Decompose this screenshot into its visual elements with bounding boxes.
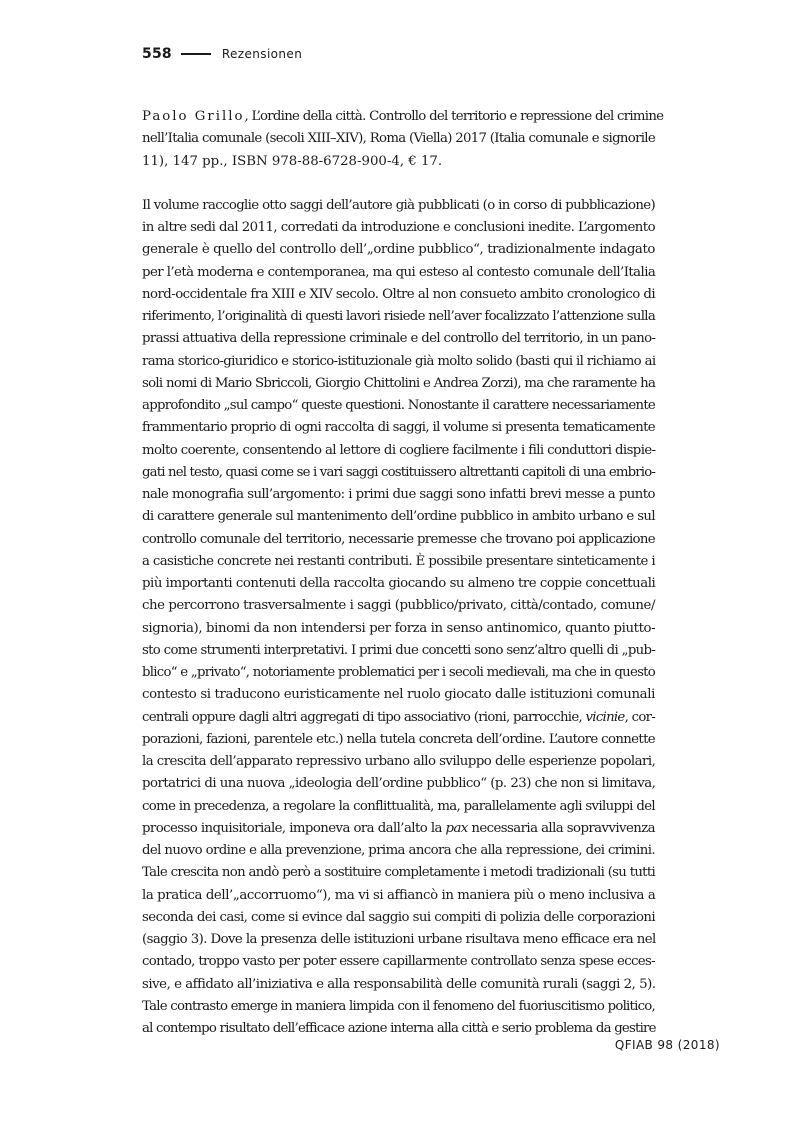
running-header xyxy=(142,44,302,64)
body-line: prassi attuativa della repressione criminale e del controllo del territorio, in un pano- xyxy=(142,331,656,347)
body-line: di carattere generale sul mantenimento dell’ordine pubblico in ambito urbano e sul xyxy=(142,509,655,525)
body-line: come in precedenza, a regolare la conflittualità, ma, parallelamente agli sviluppi del xyxy=(142,798,655,814)
body-line: generale è quello del controllo dell’„ordine pubblico“, tradizionalmente indagato xyxy=(142,242,655,258)
body-line: Tale crescita non andò però a sostituire completamente i metodi tradizionali (su tutti xyxy=(142,865,655,881)
page-number: 558 xyxy=(142,46,172,62)
body-line: processo inquisitoriale, imponeva ora dall’alto la pax necessaria alla sopravvivenza xyxy=(142,820,655,836)
body-line: portatrici di una nuova „ideologia dell’ordine pubblico“ (p. 23) che non si limitava, xyxy=(142,776,656,792)
body-line: soli nomi di Mario Sbriccoli, Giorgio Chittolini e Andrea Zorzi), ma che raramente ha xyxy=(142,375,656,391)
body-line: nale monografia sull’argomento: i primi due saggi sono infatti brevi messe a punto xyxy=(142,487,655,502)
body-line: Il volume raccoglie otto saggi dell’autore già pubblicati (o in corso di pubblicazione) xyxy=(142,197,655,213)
body-line: Tale contrasto emerge in maniera limpida con il fenomeno del fuoriuscitismo politico, xyxy=(142,998,655,1014)
body-line: la pratica dell’„accorruomo“), ma vi si affiancò in maniera più o meno inclusiva a xyxy=(142,887,656,903)
body-line: che percorrono trasversalmente i saggi (pubblico/privato, città/contado, comune/ xyxy=(142,598,655,614)
body-line: contesto si traducono euristicamente nel ruolo giocato dalle istituzioni comunali xyxy=(142,687,655,703)
body-line: rama storico-giuridico e storico-istituzionale già molto solido (basti qui il richiamo ai xyxy=(142,353,656,369)
body-line: signoria), binomi da non intendersi per forza in senso antinomico, quanto piutto- xyxy=(142,620,656,636)
body-line: (saggio 3). Dove la presenza delle istituzioni urbane risultava meno efficace era nel xyxy=(142,932,656,947)
citation-line: nell’Italia comunale (secoli XIII–XIV), Roma (Viella) 2017 (Italia comunale e signorile xyxy=(142,131,655,147)
body-line: controllo comunale del territorio, necessarie premesse che trovano poi applicazione xyxy=(142,531,655,547)
body-line: in altre sedi dal 2011, corredati da introduzione e conclusioni inedite. L’argomento xyxy=(142,220,656,235)
body-line: centrali oppure dagli altri aggregati di tipo associativo (rioni, parrocchie, vicinie, cor- xyxy=(142,709,655,725)
italic-term: vicinie xyxy=(585,709,625,725)
review-body xyxy=(142,195,655,1041)
body-line: approfondito „sul campo“ queste questioni. Nonostante il carattere necessariamente xyxy=(142,398,656,413)
review-content xyxy=(142,106,664,1040)
body-line: sive, e affidato all’iniziativa e alla responsabilità delle comunità rurali (saggi 2, 5). xyxy=(142,976,656,992)
italic-term: pax xyxy=(445,820,468,836)
section-title: Rezensionen xyxy=(221,47,303,61)
body-line: più importanti contenuti della raccolta giocando su almeno tre coppie concettuali xyxy=(142,576,656,591)
body-line: a casistiche concrete nei restanti contributi. È possibile presentare sinteticamente i xyxy=(142,553,655,569)
body-line: frammentario proprio di ogni raccolta di saggi, il volume si presenta tematicamente xyxy=(142,420,655,436)
body-line: gati nel testo, quasi come se i vari saggi costituissero altrettanti capitoli di una embrio- xyxy=(142,464,655,480)
body-line: del nuovo ordine e alla prevenzione, prima ancora che alla repressione, dei crimini. xyxy=(142,843,655,858)
body-line: contado, troppo vasto per poter essere capillarmente controllato senza spese ecces- xyxy=(142,954,655,970)
citation-line: Paolo Grillo, L’ordine della città. Controllo del territorio e repressione del crimine xyxy=(142,109,664,124)
author-name: Paolo Grillo xyxy=(142,109,245,124)
body-line: seconda dei casi, come si evince dal saggio sui compiti di polizia delle corporazioni xyxy=(142,909,656,925)
body-line: riferimento, l’originalità di questi lavori risiede nell’aver focalizzato l’attenzione sulla xyxy=(142,309,656,324)
journal-footer: QFIAB 98 (2018) xyxy=(614,1038,720,1052)
header-rule xyxy=(181,53,211,55)
body-line: porazioni, fazioni, parentele etc.) nella tutela concreta dell’ordine. L’autore connette xyxy=(142,731,655,747)
body-line: per l’età moderna e contemporanea, ma qui esteso al contesto comunale dell’Italia xyxy=(142,264,656,280)
body-line: la crescita dell’apparato repressivo urbano allo sviluppo delle esperienze popolari, xyxy=(142,754,656,769)
paragraph-gap xyxy=(142,173,655,195)
body-line: sto come strumenti interpretativi. I primi due concetti sono senz’altro quelli di „pub- xyxy=(142,642,656,658)
body-line: nord-occidentale fra XIII e XIV secolo. Oltre al non consueto ambito cronologico di xyxy=(142,286,656,302)
body-line: al contempo risultato dell’efficace azione interna alla città e serio problema da gestire xyxy=(142,1021,656,1036)
body-line: blico“ e „privato“, notoriamente problematici per i secoli medievali, ma che in questo xyxy=(142,665,656,680)
citation-line: 11), 147 pp., ISBN 978-88-6728-900-4, € 17. xyxy=(142,153,443,169)
body-line: molto coerente, consentendo al lettore di cogliere facilmente i fili conduttori dispie- xyxy=(142,442,656,458)
citation xyxy=(142,106,664,173)
